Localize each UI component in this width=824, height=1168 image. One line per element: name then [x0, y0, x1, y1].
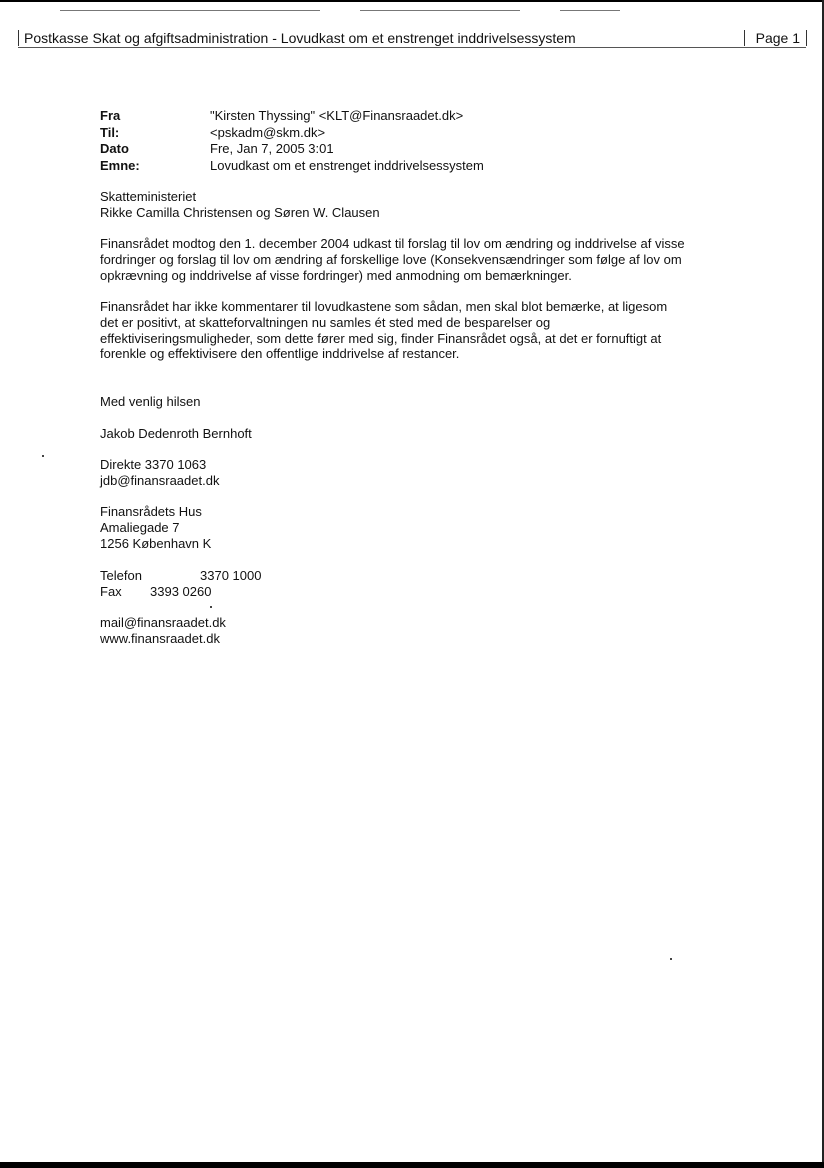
- phone-label: Telefon: [100, 568, 142, 583]
- meta-row-from: [100, 108, 484, 125]
- header-divider: [806, 30, 807, 46]
- contact-direct: [100, 457, 740, 489]
- meta-label: Fra: [100, 108, 121, 123]
- print-header: [18, 28, 806, 48]
- scan-speck: [210, 606, 212, 608]
- meta-label: Dato: [100, 141, 129, 156]
- paragraph-2: [100, 299, 740, 362]
- meta-value: "Kirsten Thyssing" <KLT@Finansraadet.dk>: [210, 108, 464, 123]
- scan-speck: [670, 958, 672, 960]
- address-block: [100, 504, 740, 551]
- phone-row: [100, 568, 740, 584]
- paragraph-text: Finansrådet har ikke kommentarer til lovudkastene som sådan, men skal blot bemærke, at ligesom det er positivt, at skatteforvaltningen nu samles ét sted med de besparelser og effektiviseringsmuligheder, som dette fører med sig, finder Finansrådet også, at det er fornuftigt at forenkle og effektivisere den offentlige inddrivelse af restancer.: [100, 299, 668, 362]
- page-number: Page 1: [755, 30, 800, 46]
- paragraph-1: [100, 236, 740, 283]
- scan-artifact: [560, 10, 620, 11]
- meta-row-subject: [100, 158, 484, 175]
- meta-row-to: [100, 125, 484, 142]
- signer-email: jdb@finansraadet.dk: [100, 472, 220, 488]
- scan-speck: [42, 455, 44, 457]
- org-website: www.finansraadet.dk: [100, 630, 220, 646]
- header-title: Postkasse Skat og afgiftsadministration - Lovudkast om et enstrenget inddrivelsessystem: [24, 30, 576, 46]
- scan-border-top: [0, 0, 824, 2]
- email-metadata: [100, 108, 484, 174]
- fax-value: 3393 0260: [150, 583, 212, 599]
- phone-block: [100, 568, 740, 600]
- header-underline: [18, 47, 806, 48]
- recipient-block: [100, 189, 740, 221]
- greeting: [100, 394, 740, 410]
- org-name: Finansrådets Hus: [100, 504, 202, 519]
- fax-label: Fax: [100, 583, 122, 599]
- fax-row: [100, 584, 740, 600]
- signer-name: Jakob Dedenroth Bernhoft: [100, 426, 252, 441]
- header-divider: [18, 30, 19, 46]
- web-block: [100, 615, 740, 647]
- scan-border-bottom: [0, 1162, 824, 1168]
- recipient-names: Rikke Camilla Christensen og Søren W. Clausen: [100, 204, 380, 220]
- header-divider: [744, 30, 745, 46]
- recipient-org: Skatteministeriet: [100, 189, 197, 204]
- meta-value: <pskadm@skm.dk>: [210, 124, 326, 140]
- meta-row-date: [100, 141, 484, 158]
- scan-artifact: [360, 10, 520, 11]
- city: 1256 København K: [100, 535, 212, 551]
- org-email: mail@finansraadet.dk: [100, 615, 226, 630]
- paragraph-text: Finansrådet modtog den 1. december 2004 udkast til forslag til lov om ændring og inddrivelse af visse fordringer og forslag til lov om ændring af forskellige love (Konsekvensændringer som følge af lov om opkrævning og inddrivelse af visse fordringer) med anmodning om bemærkninger.: [100, 236, 685, 283]
- meta-label: Til:: [100, 124, 120, 140]
- meta-value: Fre, Jan 7, 2005 3:01: [210, 141, 334, 156]
- street: Amaliegade 7: [100, 519, 180, 535]
- phone-value: 3370 1000: [200, 568, 262, 583]
- scan-artifact: [60, 10, 320, 11]
- meta-label: Emne:: [100, 157, 140, 173]
- signer: [100, 426, 740, 442]
- meta-value: Lovudkast om et enstrenget inddrivelsessystem: [210, 157, 484, 173]
- greeting-text: Med venlig hilsen: [100, 394, 201, 409]
- direct-phone: Direkte 3370 1063: [100, 457, 207, 472]
